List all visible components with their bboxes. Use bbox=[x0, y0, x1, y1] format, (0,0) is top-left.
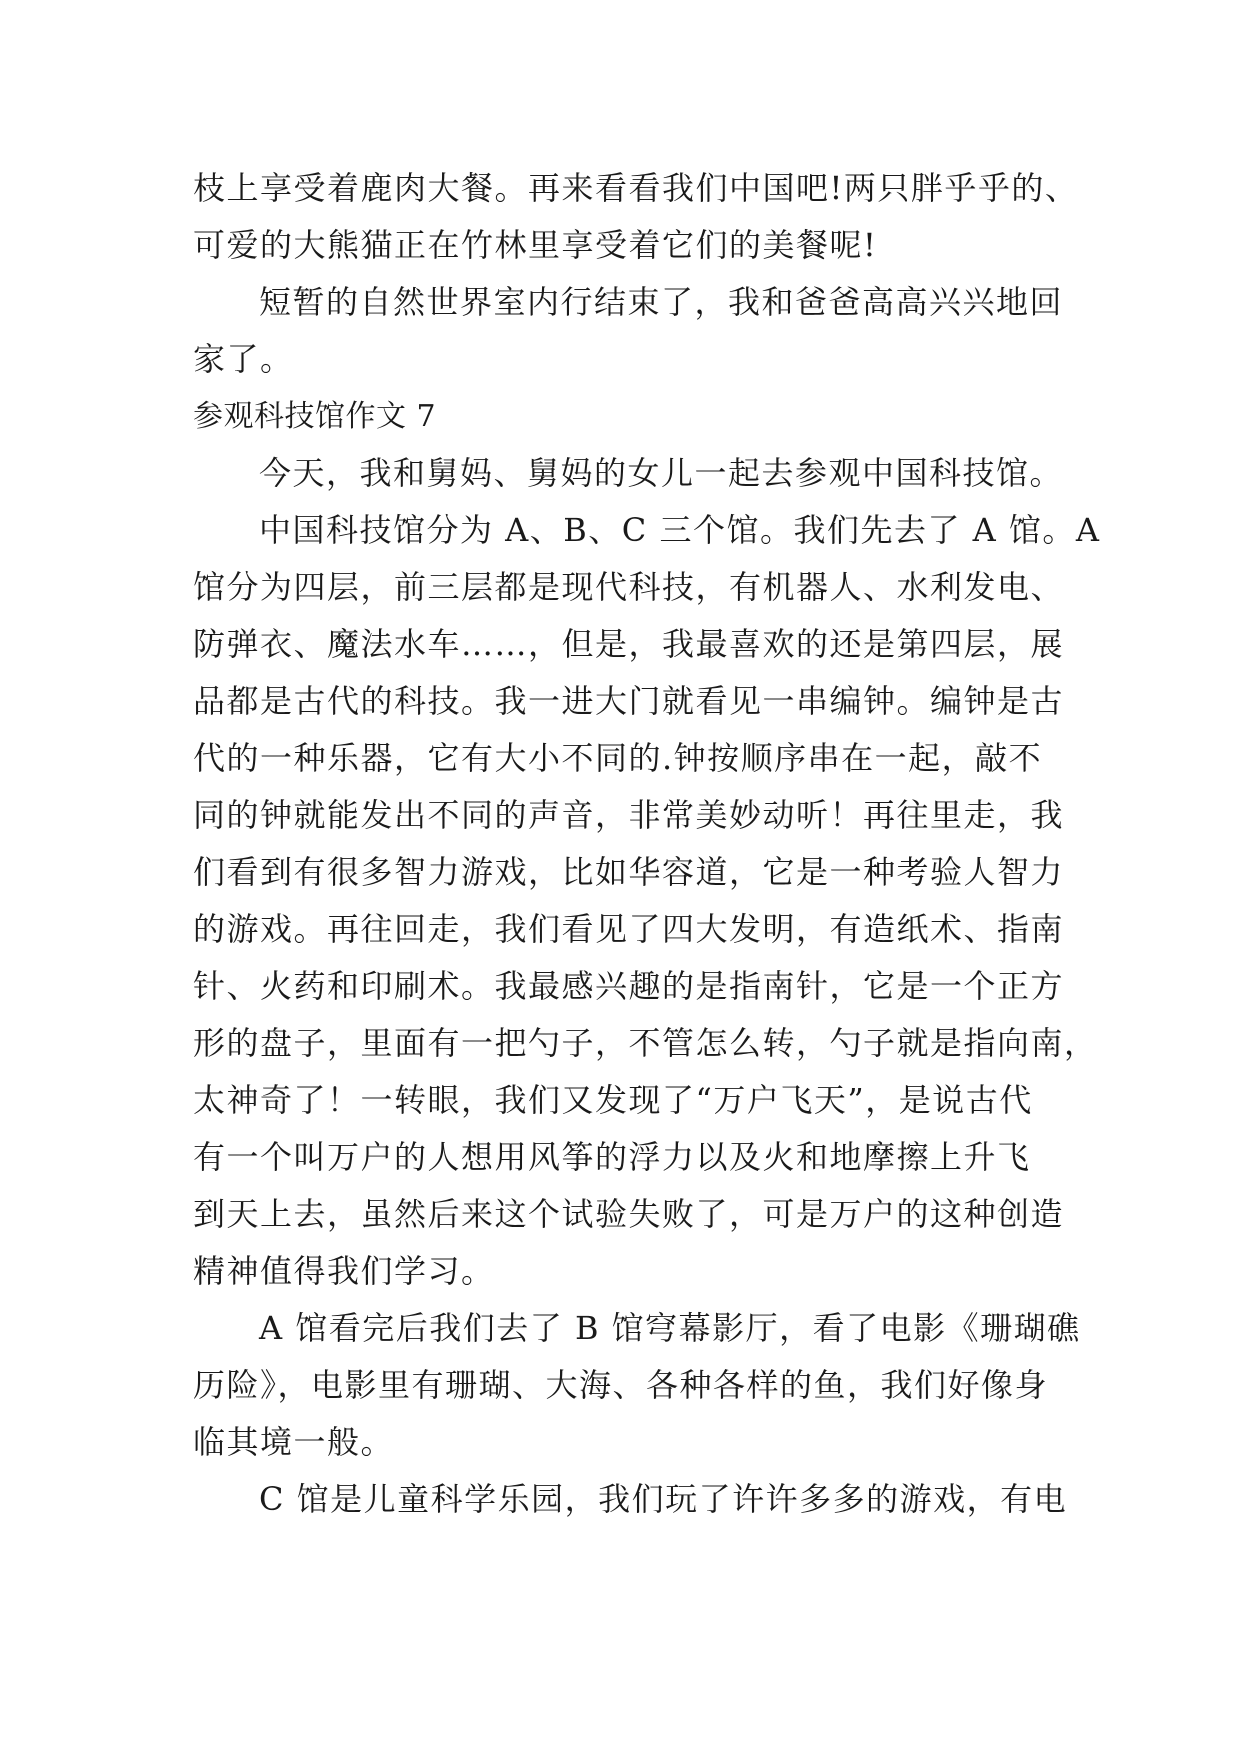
paragraph-start-line: 短暂的自然世界室内行结束了，我和爸爸高高兴兴地回 bbox=[259, 283, 1064, 321]
section-heading: 参观科技馆作文 7 bbox=[193, 399, 437, 434]
text-line: 枝上享受着鹿肉大餐。再来看看我们中国吧!两只胖乎乎的、 bbox=[193, 169, 1079, 207]
text-line: 形的盘子，里面有一把勺子，不管怎么转，勺子就是指向南， bbox=[193, 1024, 1098, 1062]
text-line: 们看到有很多智力游戏，比如华容道，它是一种考验人智力 bbox=[193, 853, 1065, 891]
paragraph-start-line: A 馆看完后我们去了 B 馆穹幕影厅，看了电影《珊瑚礁 bbox=[259, 1309, 1081, 1347]
text-line: 历险》，电影里有珊瑚、大海、各种各样的鱼，我们好像身 bbox=[193, 1366, 1049, 1404]
text-line: 防弹衣、魔法水车……，但是，我最喜欢的还是第四层，展 bbox=[193, 625, 1065, 663]
paragraph-start-line: 今天，我和舅妈、舅妈的女儿一起去参观中国科技馆。 bbox=[259, 454, 1064, 492]
paragraph-start-line: 中国科技馆分为 A、B、C 三个馆。我们先去了 A 馆。A bbox=[259, 511, 1101, 549]
text-line: 精神值得我们学习。 bbox=[193, 1252, 495, 1290]
text-line: 有一个叫万户的人想用风筝的浮力以及火和地摩擦上升飞 bbox=[193, 1138, 1031, 1176]
paragraph-start-line: C 馆是儿童科学乐园，我们玩了许许多多的游戏，有电 bbox=[259, 1480, 1068, 1518]
text-line: 到天上去，虽然后来这个试验失败了，可是万户的这种创造 bbox=[193, 1195, 1065, 1233]
text-line: 的游戏。再往回走，我们看见了四大发明，有造纸术、指南 bbox=[193, 910, 1065, 948]
article-body bbox=[193, 160, 1101, 1528]
text-line: 馆分为四层，前三层都是现代科技，有机器人、水利发电、 bbox=[193, 568, 1065, 606]
text-line: 家了。 bbox=[193, 340, 294, 378]
text-line: 临其境一般。 bbox=[193, 1423, 395, 1461]
text-line: 针、火药和印刷术。我最感兴趣的是指南针，它是一个正方 bbox=[193, 967, 1065, 1005]
text-line: 可爱的大熊猫正在竹林里享受着它们的美餐呢! bbox=[193, 226, 878, 264]
text-line: 代的一种乐器，它有大小不同的.钟按顺序串在一起，敲不 bbox=[193, 739, 1043, 777]
text-line: 太神奇了！一转眼，我们又发现了“万户飞天”，是说古代 bbox=[193, 1081, 1033, 1119]
text-line: 品都是古代的科技。我一进大门就看见一串编钟。编钟是古 bbox=[193, 682, 1065, 720]
text-line: 同的钟就能发出不同的声音，非常美妙动听！再往里走，我 bbox=[193, 796, 1065, 834]
